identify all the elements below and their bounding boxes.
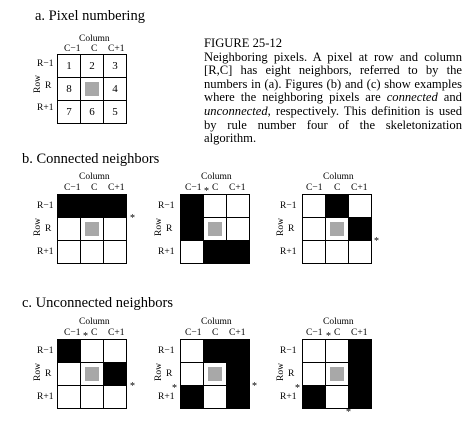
row-axis-label: Row xyxy=(275,363,286,381)
column-label-c-plus-1: C+1 xyxy=(351,328,368,338)
pixel-empty xyxy=(204,195,227,218)
column-axis-label: Column xyxy=(79,172,110,182)
center-pixel xyxy=(81,78,104,101)
neighbor-6: 6 xyxy=(81,101,104,124)
pixel-empty xyxy=(181,241,204,264)
column-axis-label: Column xyxy=(79,34,110,44)
pixel-filled xyxy=(349,386,372,409)
row-label-r: R xyxy=(45,81,52,91)
row-label-r-minus-1: R−1 xyxy=(158,201,175,211)
pixel-empty xyxy=(58,241,81,264)
center-pixel xyxy=(204,218,227,241)
neighbor-4: 4 xyxy=(104,78,127,101)
column-label-c-minus-1: C−1 xyxy=(185,328,202,338)
column-label-c-minus-1: C−1 xyxy=(64,183,81,193)
pixel-empty xyxy=(104,340,127,363)
column-label-c: C xyxy=(212,183,219,193)
pixel-filled xyxy=(349,218,372,241)
column-label-c-plus-1: C+1 xyxy=(229,328,246,338)
asterisk-marker: * xyxy=(172,383,177,394)
asterisk-marker: * xyxy=(326,331,331,342)
center-pixel xyxy=(204,363,227,386)
pixel-filled xyxy=(181,195,204,218)
pixel-filled xyxy=(81,195,104,218)
pixel-empty xyxy=(104,386,127,409)
pixel-empty xyxy=(58,386,81,409)
asterisk-marker: * xyxy=(295,383,300,394)
center-pixel xyxy=(81,363,104,386)
row-axis-label: Row xyxy=(153,218,164,236)
pixel-filled xyxy=(227,363,250,386)
caption-and: and xyxy=(437,90,462,105)
pixel-filled xyxy=(204,241,227,264)
row-label-r-minus-1: R−1 xyxy=(37,346,54,356)
neighbor-1: 1 xyxy=(58,55,81,78)
pixel-filled xyxy=(227,386,250,409)
row-axis-label: Row xyxy=(32,75,43,93)
column-label-c-minus-1: C−1 xyxy=(306,183,323,193)
section-b-title: b. Connected neighbors xyxy=(22,151,160,167)
row-label-r-plus-1: R+1 xyxy=(158,247,175,257)
caption-unconnected: unconnected xyxy=(204,103,268,118)
pixel-filled xyxy=(181,386,204,409)
column-label-c: C xyxy=(91,183,98,193)
column-label-c-minus-1: C−1 xyxy=(185,183,202,193)
column-axis-label: Column xyxy=(201,172,232,182)
asterisk-marker: * xyxy=(374,236,379,247)
unconnected-example-3-grid xyxy=(302,339,372,409)
column-label-c: C xyxy=(91,328,98,338)
pixel-empty xyxy=(204,386,227,409)
center-pixel xyxy=(326,363,349,386)
column-label-c: C xyxy=(334,183,341,193)
column-axis-label: Column xyxy=(79,317,110,327)
pixel-empty xyxy=(326,241,349,264)
caption-text-before: Neighboring pixels. A pixel at row and column [R,C] has eight neighbors, referred to by the numbers in (a). Figures (b) and (c) show examples where the neighboring pixels are xyxy=(204,49,462,105)
pixel-numbering-grid xyxy=(57,54,127,124)
neighbor-2: 2 xyxy=(81,55,104,78)
pixel-empty xyxy=(181,340,204,363)
asterisk-marker: * xyxy=(130,381,135,392)
pixel-empty xyxy=(303,340,326,363)
row-axis-label: Row xyxy=(275,218,286,236)
unconnected-example-2-grid xyxy=(180,339,250,409)
pixel-filled xyxy=(204,340,227,363)
figure-number: FIGURE 25-12 xyxy=(204,36,283,50)
center-pixel xyxy=(81,218,104,241)
connected-example-3-grid xyxy=(302,194,372,264)
neighbor-8: 8 xyxy=(58,78,81,101)
pixel-empty xyxy=(81,386,104,409)
connected-example-1-grid xyxy=(57,194,127,264)
row-label-r-plus-1: R+1 xyxy=(280,392,297,402)
pixel-filled xyxy=(104,363,127,386)
row-label-r-plus-1: R+1 xyxy=(158,392,175,402)
pixel-empty xyxy=(303,218,326,241)
column-label-c-minus-1: C−1 xyxy=(306,328,323,338)
row-axis-label: Row xyxy=(32,363,43,381)
column-label-c-plus-1: C+1 xyxy=(229,183,246,193)
pixel-filled xyxy=(227,241,250,264)
pixel-empty xyxy=(303,195,326,218)
pixel-filled xyxy=(58,195,81,218)
row-label-r-minus-1: R−1 xyxy=(37,59,54,69)
section-c-title: c. Unconnected neighbors xyxy=(22,295,173,311)
row-label-r-minus-1: R−1 xyxy=(37,201,54,211)
pixel-filled xyxy=(58,340,81,363)
row-label-r-minus-1: R−1 xyxy=(280,346,297,356)
row-label-r-plus-1: R+1 xyxy=(37,247,54,257)
pixel-empty xyxy=(58,218,81,241)
pixel-empty xyxy=(349,195,372,218)
pixel-empty xyxy=(181,363,204,386)
row-label-r: R xyxy=(45,369,52,379)
pixel-filled xyxy=(349,340,372,363)
row-label-r-plus-1: R+1 xyxy=(37,392,54,402)
asterisk-marker: * xyxy=(252,381,257,392)
section-a-title: a. Pixel numbering xyxy=(35,8,145,24)
asterisk-marker: * xyxy=(83,331,88,342)
column-label-c-plus-1: C+1 xyxy=(108,183,125,193)
unconnected-example-1-grid xyxy=(57,339,127,409)
row-label-r-plus-1: R+1 xyxy=(37,103,54,113)
column-axis-label: Column xyxy=(201,317,232,327)
row-label-r-plus-1: R+1 xyxy=(280,247,297,257)
pixel-empty xyxy=(81,340,104,363)
pixel-filled xyxy=(227,340,250,363)
row-label-r: R xyxy=(166,369,173,379)
asterisk-marker: * xyxy=(130,213,135,224)
pixel-empty xyxy=(326,386,349,409)
row-label-r: R xyxy=(45,224,52,234)
neighbor-5: 5 xyxy=(104,101,127,124)
pixel-empty xyxy=(227,218,250,241)
column-label-c-minus-1: C−1 xyxy=(64,44,81,54)
pixel-empty xyxy=(349,241,372,264)
row-label-r: R xyxy=(288,369,295,379)
row-label-r: R xyxy=(288,224,295,234)
row-axis-label: Row xyxy=(153,363,164,381)
asterisk-marker: * xyxy=(346,407,351,418)
pixel-empty xyxy=(326,340,349,363)
asterisk-marker: * xyxy=(204,186,209,197)
row-label-r: R xyxy=(166,224,173,234)
column-label-c-minus-1: C−1 xyxy=(64,328,81,338)
column-label-c: C xyxy=(91,44,98,54)
column-axis-label: Column xyxy=(323,317,354,327)
row-label-r-minus-1: R−1 xyxy=(158,346,175,356)
pixel-empty xyxy=(303,363,326,386)
caption-connected: connected xyxy=(386,90,438,105)
pixel-empty xyxy=(81,241,104,264)
column-label-c: C xyxy=(212,328,219,338)
pixel-filled xyxy=(104,195,127,218)
pixel-empty xyxy=(58,363,81,386)
column-axis-label: Column xyxy=(323,172,354,182)
caption-text-after: , respectively. This definition is used by rule number four of the skeletonization algorithm. xyxy=(204,103,462,146)
pixel-empty xyxy=(303,241,326,264)
center-pixel xyxy=(326,218,349,241)
pixel-empty xyxy=(104,241,127,264)
column-label-c-plus-1: C+1 xyxy=(351,183,368,193)
pixel-filled xyxy=(303,386,326,409)
pixel-filled xyxy=(326,195,349,218)
figure-caption xyxy=(204,37,462,146)
pixel-filled xyxy=(349,363,372,386)
pixel-filled xyxy=(181,218,204,241)
neighbor-3: 3 xyxy=(104,55,127,78)
pixel-empty xyxy=(104,218,127,241)
column-label-c: C xyxy=(334,328,341,338)
column-label-c-plus-1: C+1 xyxy=(108,328,125,338)
column-label-c-plus-1: C+1 xyxy=(108,44,125,54)
connected-example-2-grid xyxy=(180,194,250,264)
neighbor-7: 7 xyxy=(58,101,81,124)
pixel-empty xyxy=(227,195,250,218)
row-axis-label: Row xyxy=(32,218,43,236)
row-label-r-minus-1: R−1 xyxy=(280,201,297,211)
